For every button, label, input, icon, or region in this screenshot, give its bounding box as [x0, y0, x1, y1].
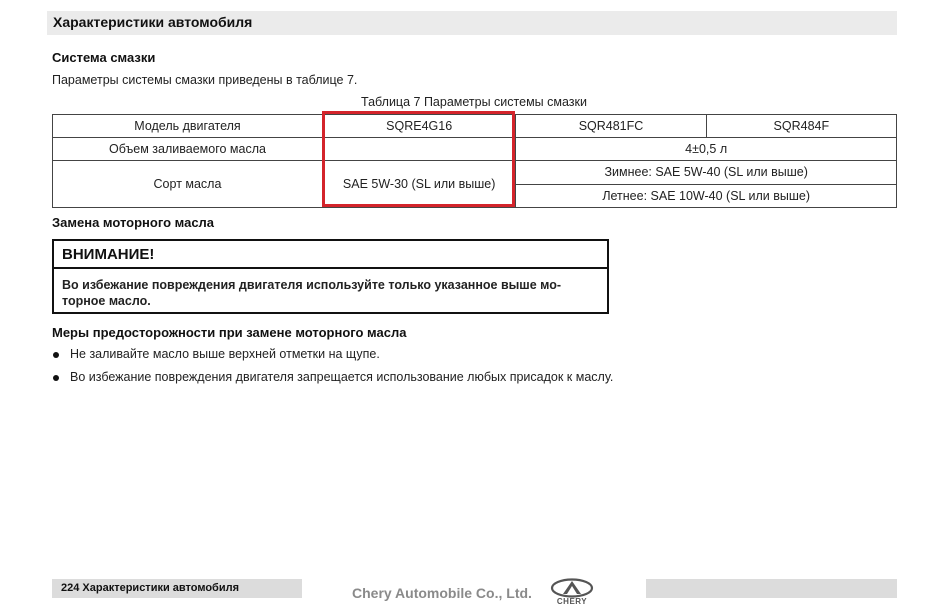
warning-box — [52, 239, 609, 314]
precautions-section-title: Меры предосторожности при замене моторного масла — [52, 325, 407, 340]
footer-page-bar — [52, 579, 302, 598]
chery-logo-text: CHERY — [556, 597, 588, 606]
cell-grade-label: Сорт масла — [53, 161, 323, 208]
warning-text — [62, 277, 602, 309]
cell-grade-summer: Летнее: SAE 10W-40 (SL или выше) — [516, 184, 897, 208]
page-header-bar — [47, 11, 897, 35]
warning-text-line-1: Во избежание повреждения двигателя используйте только указанное выше мо- — [62, 278, 562, 292]
footer-page-label: 224 Характеристики автомобиля — [61, 582, 240, 594]
footer-company-name: Chery Automobile Co., Ltd. — [352, 585, 532, 601]
list-item — [52, 370, 613, 393]
precautions-list — [52, 347, 613, 393]
lubrication-intro: Параметры системы смазки приведены в таблице 7. — [52, 73, 358, 87]
oil-change-section-title: Замена моторного масла — [52, 215, 215, 230]
bullet-dot-icon — [53, 375, 59, 381]
page-header-title: Характеристики автомобиля — [53, 14, 253, 30]
footer-right-bar — [646, 579, 897, 598]
list-item — [52, 347, 613, 370]
bullet-dot-icon — [53, 352, 59, 358]
red-highlight-box — [322, 111, 515, 207]
lubrication-section-title: Система смазки — [52, 50, 156, 65]
chery-logo-mark-icon — [546, 578, 598, 598]
cell-volume-shared: 4±0,5 л — [516, 138, 897, 161]
header-cell-sqr484f: SQR484F — [706, 115, 896, 138]
cell-grade-sqre: SAE 5W-30 (SL или выше) — [322, 161, 515, 208]
header-cell-engine-model: Модель двигателя — [53, 115, 323, 138]
table-caption: Таблица 7 Параметры системы смазки — [361, 95, 587, 109]
chery-logo-icon — [546, 578, 598, 608]
header-cell-sqre4g16: SQRE4G16 — [322, 115, 515, 138]
cell-grade-winter: Зимнее: SAE 5W-40 (SL или выше) — [516, 161, 897, 185]
warning-title: ВНИМАНИЕ! — [54, 241, 607, 269]
list-item-text: Не заливайте масло выше верхней отметки на щупе. — [70, 347, 380, 361]
cell-volume-label: Объем заливаемого масла — [53, 138, 323, 161]
list-item-text: Во избежание повреждения двигателя запрещается использование любых присадок к маслу. — [70, 370, 614, 384]
warning-text-line-2: торное масло. — [62, 294, 151, 308]
header-cell-sqr481fc: SQR481FC — [516, 115, 706, 138]
